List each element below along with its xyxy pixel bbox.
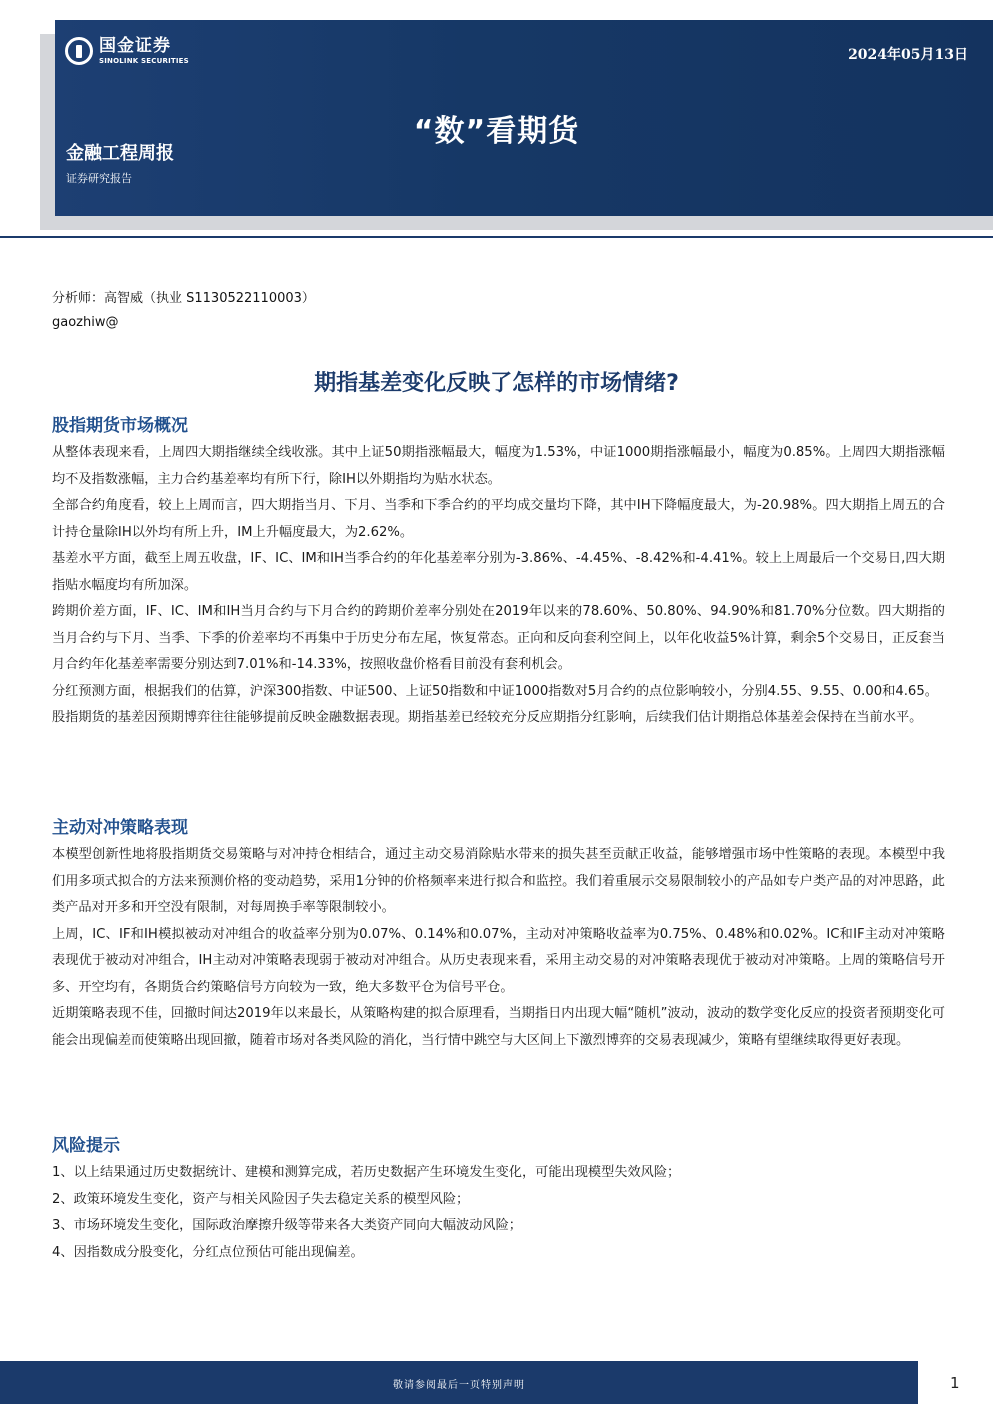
section-title: 主动对冲策略表现 — [52, 818, 188, 838]
main-title: 期指基差变化反映了怎样的市场情绪? — [314, 371, 679, 396]
section-risk — [52, 1132, 680, 1266]
brand-logo — [65, 34, 189, 68]
list-item: 3、市场环境发生变化，国际政治摩擦升级等带来各大类资产同向大幅波动风险； — [52, 1218, 522, 1233]
list-item: 1、以上结果通过历史数据统计、建模和测算完成，若历史数据产生环境发生变化，可能出现模型失效风险； — [52, 1165, 681, 1180]
footer-bar — [0, 1361, 918, 1404]
paragraph: 上周，IC、IF和IH模拟被动对冲组合的收益率分别为0.07%、0.14%和0.07%，主动对冲策略收益率为0.75%、0.48%和0.02%。IC和IF主动对冲策略表现优于被动对冲组合，IH主动对冲策略表现弱于被动对冲组合。从历史表现来看，采用主动交易的对冲策略表现优于被动对冲策略。上周的策略信号开多、开空均有，各期货合约策略信号方向较为一致，绝大多数平仓为信号平仓。 — [52, 926, 945, 995]
header-divider — [0, 236, 993, 238]
brand-name-cn: 国金证券 — [99, 35, 171, 56]
analyst-email[interactable]: gaozhiw@ — [52, 315, 119, 330]
paragraph: 基差水平方面，截至上周五收盘，IF、IC、IM和IH当季合约的年化基差率分别为-3.86%、-4.45%、-8.42%和-4.41%。较上上周最后一个交易日,四大期指贴水幅度均有所加深。 — [52, 551, 945, 593]
section-title: 风险提示 — [52, 1136, 120, 1156]
paragraph: 股指期货的基差因预期博弈往往能够提前反映金融数据表现。期指基差已经较充分反应期指分红影响，后续我们估计期指总体基差会保持在当前水平。 — [52, 710, 923, 725]
list-item: 4、因指数成分股变化，分红点位预估可能出现偏差。 — [52, 1244, 364, 1260]
report-title: “数”看期货 — [413, 114, 580, 149]
list-item: 2、政策环境发生变化，资产与相关风险因子失去稳定关系的模型风险； — [52, 1191, 470, 1207]
logo-icon — [65, 37, 93, 65]
risk-list — [52, 1160, 680, 1266]
section-title: 股指期货市场概况 — [52, 416, 188, 436]
paragraph: 本模型创新性地将股指期货交易策略与对冲持仓相结合，通过主动交易消除贴水带来的损失甚至贡献正收益，能够增强市场中性策略的表现。本模型中我们用多项式拟合的方法来预测价格的变动趋势，采用1分钟的价格频率来进行拟合和监控。我们着重展示交易限制较小的产品如专户类产品的对冲思路，此类产品对开多和开空没有限制，对每周换手率等限制较小。 — [52, 847, 945, 915]
page-number: 1 — [950, 1374, 960, 1392]
section-market-overview — [52, 412, 945, 732]
report-series: 金融工程周报 — [66, 143, 174, 164]
brand-name-en: SINOLINK SECURITIES — [99, 56, 189, 65]
paragraph: 全部合约角度看，较上上周而言，四大期指当月、下月、当季和下季合约的平均成交量均下降，其中IH下降幅度最大，为-20.98%。四大期指上周五的合计持仓量除IH以外均有所上升，IM上升幅度最大，为2.62%。 — [52, 498, 945, 540]
footer-notice: 敬请参阅最后一页特别声明 — [393, 1380, 525, 1391]
report-date: 2024年05月13日 — [848, 47, 968, 63]
paragraph: 近期策略表现不佳，回撤时间达2019年以来最长，从策略构建的拟合原理看，当期指日内出现大幅“随机”波动，波动的数学变化反应的投资者预期变化可能会出现偏差而使策略出现回撤，随着市场对各类风险的消化，当行情中跳空与大区间上下激烈博弈的交易表现减少，策略有望继续取得更好表现。 — [52, 1006, 945, 1048]
brand-text — [99, 35, 189, 65]
paragraph: 分红预测方面，根据我们的估算，沪深300指数、中证500、上证50指数和中证1000指数对5月合约的点位影响较小，分别4.55、9.55、0.00和4.65。 — [52, 683, 938, 699]
section-hedge-strategy — [52, 814, 945, 1054]
report-type: 证券研究报告 — [66, 172, 132, 185]
analyst-info: 分析师：高智威（执业 S1130522110003） — [52, 291, 315, 306]
paragraph: 跨期价差方面，IF、IC、IM和IH当月合约与下月合约的跨期价差率分别处在2019年以来的78.60%、50.80%、94.90%和81.70%分位数。四大期指的当月合约与下月、当季、下季的价差率均不再集中于历史分布左尾，恢复常态。正向和反向套利空间上，以年化收益5%计算，剩余5个交易日，正反套当月合约年化基差率需要分别达到7.01%和-14.33%，按照收盘价格看目前没有套利机会。 — [52, 604, 945, 672]
paragraph: 从整体表现来看，上周四大期指继续全线收涨。其中上证50期指涨幅最大，幅度为1.53%，中证1000期指涨幅最小，幅度为0.85%。上周四大期指涨幅均不及指数涨幅，主力合约基差率均有所下行，除IH以外期指均为贴水状态。 — [52, 445, 945, 487]
